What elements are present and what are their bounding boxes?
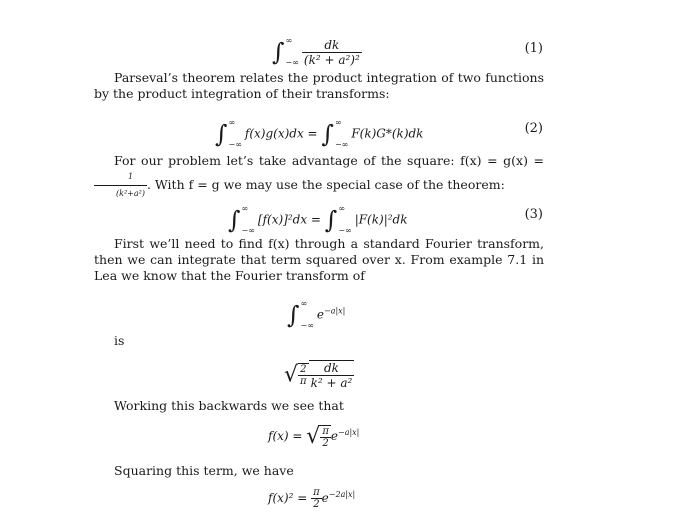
equation-2-label: (2) [524,121,543,136]
upper-limit: ∞ [285,36,293,45]
equation-7: f(x)² = $\frac{\pi}{2}$ $e^{-2a|x|}$ [268,487,356,510]
equation-3: ∫ ∞ −∞ [f(x)]²dx = ∫ ∞ −∞ |F(k)|²dk [228,204,408,235]
equation-3-label: (3) [524,207,543,222]
paragraph-fourier: First we’ll need to find f(x) through a standard Fourier transform, then we can integrate that term squared over x. From example 7.1 in Lea we know that the Fourier transform of [94,236,544,283]
eq2-right: F(k)G*(k)dk [351,126,424,141]
eq3-left: [f(x)]²dx = [257,212,321,227]
equation-1-label: (1) [524,41,543,56]
lower-limit: −∞ [285,58,299,67]
paragraph-backwards: Working this backwards we see that [114,398,344,413]
equation-2: ∫ ∞ −∞ f(x)g(x)dx = ∫ ∞ −∞ F(k)G*(k)dk [215,118,424,149]
eq1-denominator: (k² + a²)² [303,52,360,67]
equation-1: ∫ ∞ −∞ $\frac{dk}{\text{(k² + a²)²}}$ [272,30,362,74]
equation-5: √ $\frac{2}{\pi}$ $\frac{dk}{\text{k² + a²}}$ [284,361,353,390]
equation-4: ∫ ∞ −∞ $e^{-a|x|}$ [287,299,346,330]
eq2-left: f(x)g(x)dx = [244,126,318,141]
paragraph-parseval: Parseval’s theorem relates the product integration of two functions by the product integration of their transforms: [94,70,544,101]
equation-6: f(x) = √ $\frac{\pi}{2}$ $e^{-a|x|}$ [268,424,360,449]
paragraph-is: is [114,333,125,348]
eq1-numerator: dk [302,38,362,53]
eq3-right: |F(k)|²dk [354,212,408,227]
paragraph-square: For our problem let’s take advantage of the square: f(x) = g(x) = $\frac{1}{\text{(k²+a²)}}$ . With f = g we may use the special case of the theorem: [94,153,544,202]
paragraph-squaring: Squaring this term, we have [114,463,294,478]
